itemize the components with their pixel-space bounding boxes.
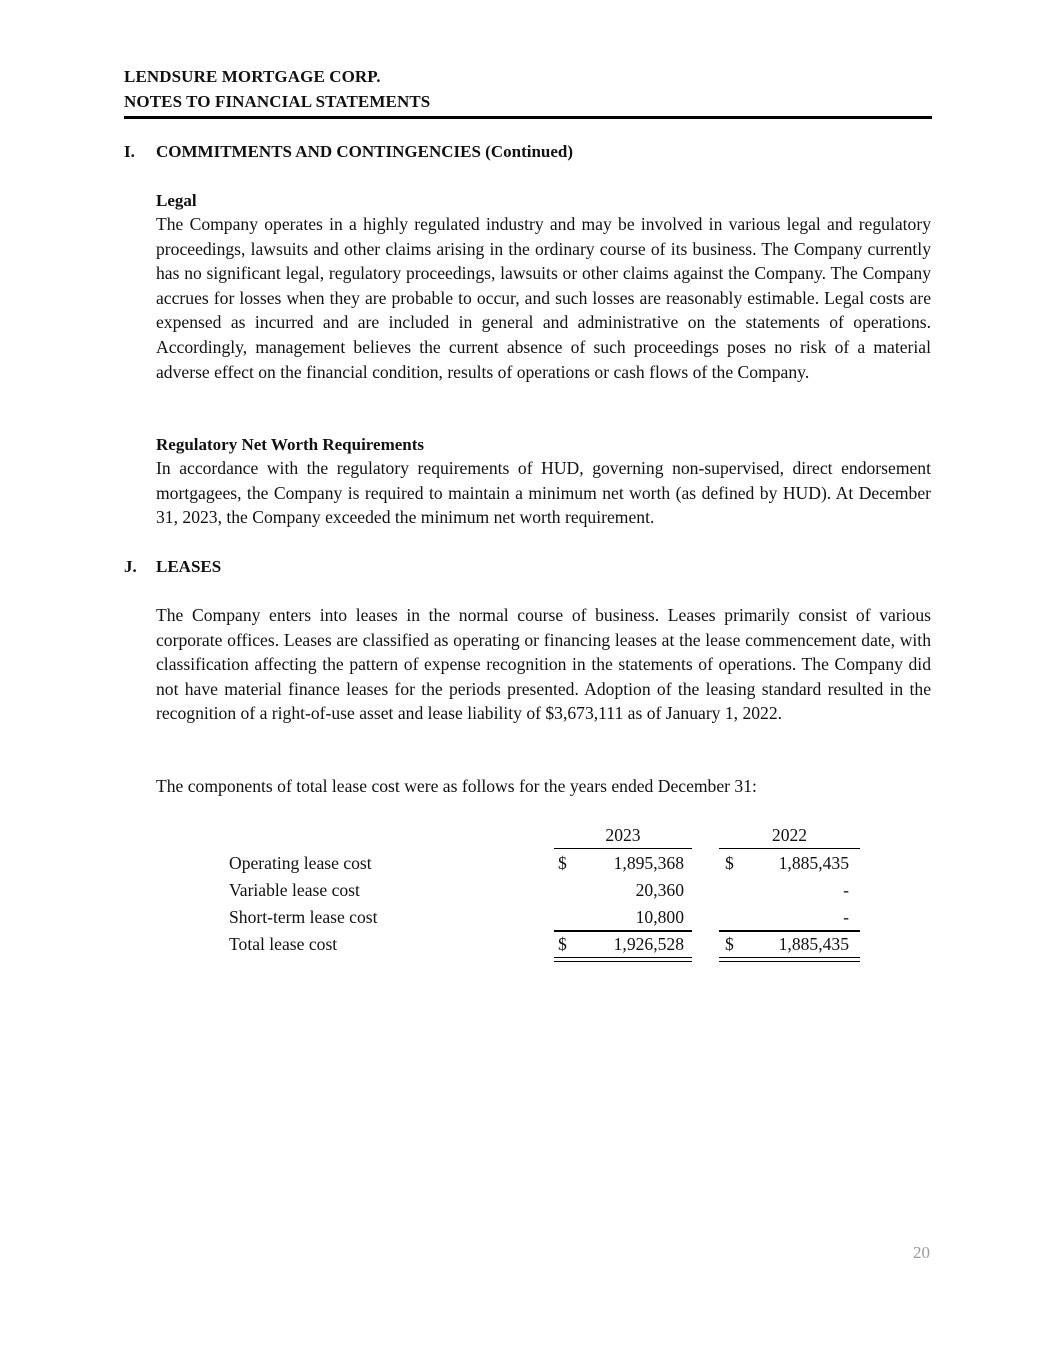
amount-2023: 10,800 — [635, 907, 684, 927]
row-label: Short-term lease cost — [229, 907, 378, 927]
row-label: Total lease cost — [229, 934, 338, 954]
section-j-letter: J. — [124, 557, 137, 576]
currency-symbol: $ — [558, 853, 567, 873]
net-worth-paragraph: In accordance with the regulatory requirements of HUD, governing non-supervised, direct endorsement mortgagees, the Company is required to maintain a minimum net worth (as defined by HUD). At December 31, 2023, the Company exceeded the minimum net worth requirement. — [156, 458, 931, 528]
amount-2022: 1,885,435 — [778, 853, 849, 873]
section-i-title: COMMITMENTS AND CONTINGENCIES (Continued) — [156, 142, 574, 161]
row-label: Variable lease cost — [229, 880, 360, 900]
company-name: LENDSURE MORTGAGE CORP. — [124, 67, 381, 86]
legal-paragraph: The Company operates in a highly regulated industry and may be involved in various legal and regulatory proceedings, lawsuits and other claims arising in the ordinary course of its business. The Company currently has no significant legal, regulatory proceedings, lawsuits or other claims against the Company. The Company accrues for losses when they are probable to occur, and such losses are reasonably estimable. Legal costs are expensed as incurred and are included in general and administrative on the statements of operations. Accordingly, management believes the current absence of such proceedings poses no risk of a material adverse effect on the financial condition, results of operations or cash flows of the Company. — [156, 214, 931, 382]
currency-symbol: $ — [725, 853, 734, 873]
column-header-2022: 2022 — [719, 822, 860, 849]
amount-2022: 1,885,435 — [778, 934, 849, 954]
row-label: Operating lease cost — [229, 853, 372, 873]
amount-2022: - — [843, 880, 849, 900]
amount-2022: - — [843, 907, 849, 927]
amount-2023: 20,360 — [635, 880, 684, 900]
leases-paragraph: The Company enters into leases in the normal course of business. Leases primarily consist of various corporate offices. Leases are classified as operating or financing leases at the lease commencement date, with classification affecting the pattern of expense recognition in the statements of operations. The Company did not have material finance leases for the periods presented. Adoption of the leasing standard resulted in the recognition of a right-of-use asset and lease liability of $3,673,111 as of January 1, 2022. — [156, 605, 931, 724]
currency-symbol: $ — [558, 934, 567, 954]
lease-cost-intro: The components of total lease cost were as follows for the years ended December 31: — [156, 776, 757, 796]
table-row — [229, 850, 861, 877]
document-subtitle: NOTES TO FINANCIAL STATEMENTS — [124, 92, 431, 111]
header-divider — [124, 116, 932, 119]
legal-heading: Legal — [156, 191, 197, 210]
total-double-rule — [719, 957, 860, 962]
page-number: 20 — [913, 1243, 930, 1262]
net-worth-heading: Regulatory Net Worth Requirements — [156, 435, 425, 454]
amount-2023: 1,895,368 — [613, 853, 684, 873]
amount-2023: 1,926,528 — [613, 934, 684, 954]
total-double-rule — [554, 957, 692, 962]
column-header-2023: 2023 — [554, 822, 692, 849]
document-header — [124, 64, 932, 114]
table-row — [229, 877, 861, 904]
section-i-letter: I. — [124, 142, 135, 161]
section-j-title: LEASES — [156, 557, 222, 576]
table-row-total — [229, 931, 861, 958]
currency-symbol: $ — [725, 934, 734, 954]
table-row — [229, 904, 861, 931]
